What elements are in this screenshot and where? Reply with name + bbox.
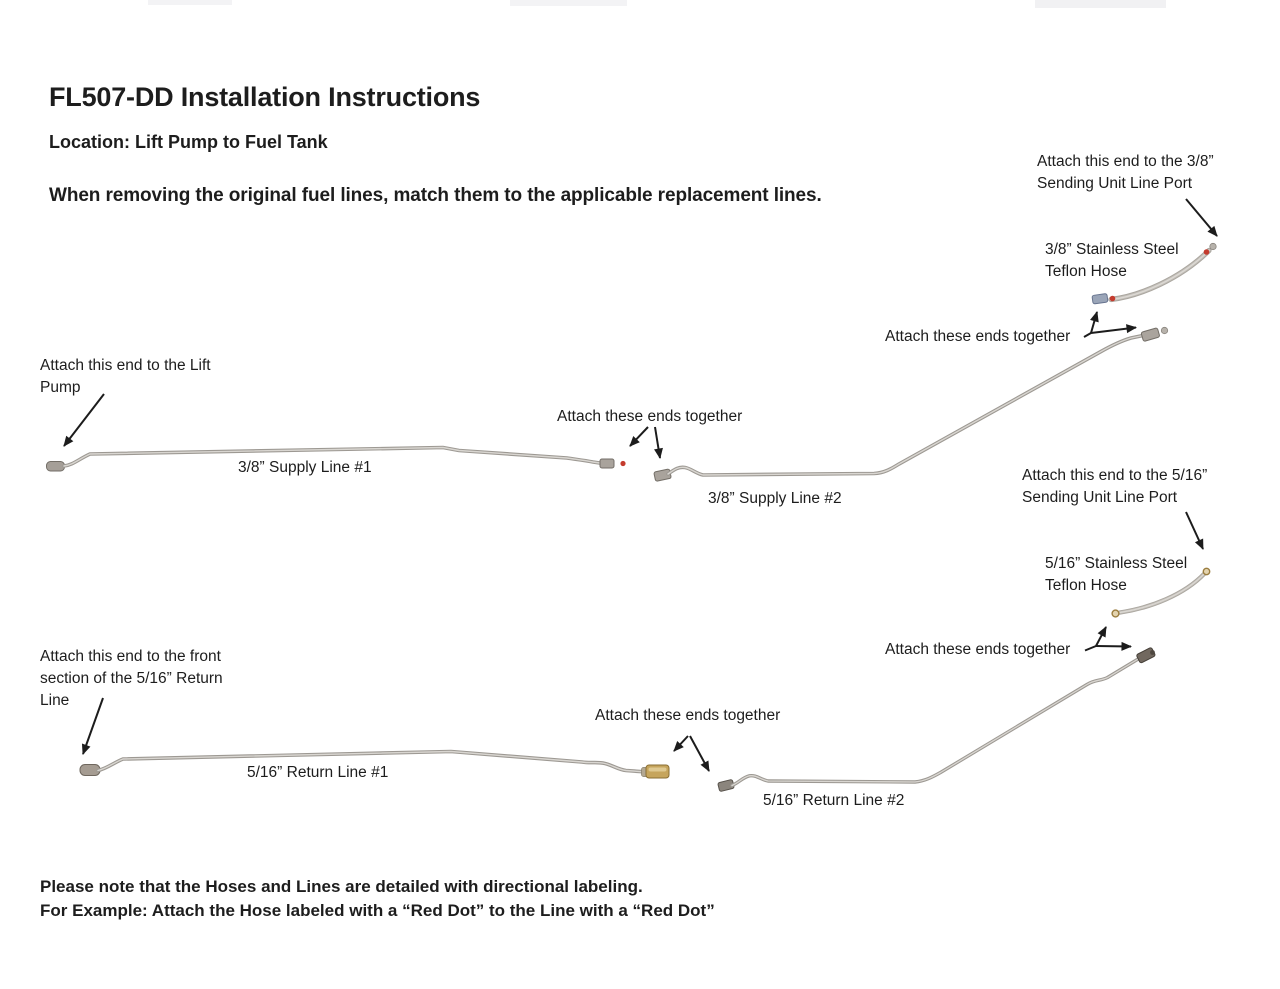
label-line: 3/8” Stainless Steel [1045,241,1179,258]
return-line-2-right-fitting [1136,647,1155,663]
label-attach-ends-516-hose: Attach these ends together [885,641,1071,658]
label-line: Attach this end to the 3/8” [1037,153,1214,170]
arrow-516-sending-port [1186,512,1203,549]
hose-516-left-ring [1112,610,1119,617]
note-red-dot-example: For Example: Attach the Hose labeled with a “Red Dot” to the Line with a “Red Dot” [40,901,715,920]
arrow-38-hose-join-tail [1084,333,1091,337]
label-line: 5/16” Stainless Steel [1045,555,1188,572]
arrow-38-hose-join-right [1091,328,1136,334]
red-dot-marker [1110,296,1116,302]
location-subtitle: Location: Lift Pump to Fuel Tank [49,132,328,152]
brass-fitting-highlight [649,768,667,772]
label-line: Line [40,692,70,709]
arrow-supply-join-left [630,427,648,446]
label-line: Pump [40,379,81,396]
hose-38-right-tip [1210,243,1216,249]
label-line: Sending Unit Line Port [1022,489,1178,506]
supply-line-2-right-fitting [1141,328,1160,342]
arrow-supply-join-right [655,427,660,458]
supply-line-2-drawing [654,327,1168,481]
label-hose-38 [1045,239,1179,283]
intro-sentence: When removing the original fuel lines, match them to the applicable replacement lines. [49,185,822,206]
label-attach-38-sending [1037,151,1214,195]
label-attach-ends-supply: Attach these ends together [557,408,743,425]
label-hose-516 [1045,553,1187,597]
label-attach-lift-pump [40,355,211,399]
page-title: FL507-DD Installation Instructions [49,82,481,112]
hose-38-left-fitting [1092,294,1108,305]
arrow-return-join-left [674,736,688,751]
supply-line-2-tip [1161,327,1167,333]
arrow-38-sending-port [1186,199,1217,236]
arrow-lift-pump [64,394,104,446]
arrow-516-hose-join-up [1096,627,1106,646]
arrow-return-join-right [690,736,709,771]
label-supply-line-1: 3/8” Supply Line #1 [238,459,372,476]
red-dot-marker [620,461,625,466]
label-line: Attach this end to the 5/16” [1022,467,1208,484]
supply-line-1-right-fitting [600,459,614,468]
label-return-line-2: 5/16” Return Line #2 [763,792,905,809]
label-attach-ends-return: Attach these ends together [595,707,781,724]
arrow-516-hose-join-tail [1085,646,1096,651]
arrow-516-hose-join-right [1096,646,1131,647]
label-supply-line-2: 3/8” Supply Line #2 [708,490,842,507]
label-attach-516-sending [1022,465,1207,509]
label-line: section of the 5/16” Return [40,670,223,687]
label-line: Attach this end to the Lift [40,357,211,374]
label-line: Teflon Hose [1045,577,1127,594]
label-attach-ends-38-hose: Attach these ends together [885,328,1071,345]
note-directional-labeling: Please note that the Hoses and Lines are detailed with directional labeling. [40,877,643,896]
label-line: Attach this end to the front [40,648,221,665]
return-line-2-drawing [718,647,1156,791]
supply-line-1-left-fitting [47,462,65,472]
label-line: Teflon Hose [1045,263,1127,280]
red-dot-marker [1204,249,1210,255]
hose-516-right-ring [1203,568,1209,574]
label-attach-front-return [40,646,223,712]
return-line-2-tip [1150,650,1155,655]
label-return-line-1: 5/16” Return Line #1 [247,764,389,781]
arrow-38-hose-join-up [1091,312,1097,333]
label-line: Sending Unit Line Port [1037,175,1193,192]
